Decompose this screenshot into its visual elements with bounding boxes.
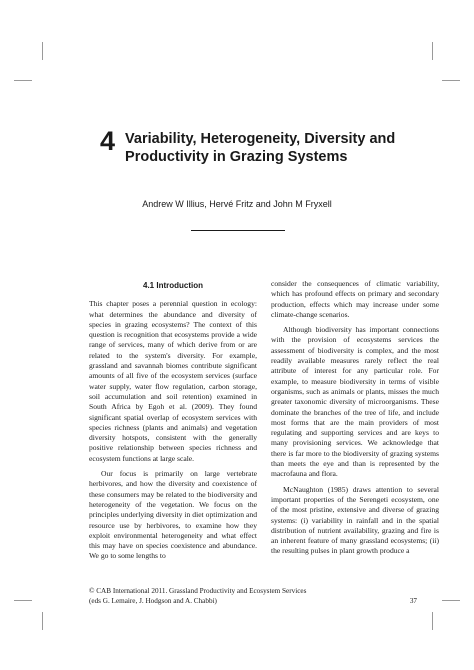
- chapter-number: 4: [100, 126, 116, 156]
- crop-mark: [442, 80, 460, 81]
- chapter-title-line1: Variability, Heterogeneity, Diversity and: [125, 131, 396, 147]
- paragraph: consider the consequences of climatic variability, which has profound effects on primary and secondary production, effects which may increase under some climate-change scenarios.: [271, 279, 439, 319]
- paragraph: McNaughton (1985) draws attention to several important properties of the Serengeti ecosystem, one of the most pristine, extensive and diverse of grazing systems: (i) variability in rainfall and in the spatial distribution of nutrient availability, grazing and fire is an inherent feature of many grassland ecosystems; (ii) the resulting pulses in plant growth produce a: [271, 484, 439, 556]
- crop-mark: [14, 600, 32, 601]
- section-heading: 4.1 Introduction: [143, 281, 203, 290]
- left-column: [89, 281, 257, 562]
- page-number: 37: [409, 597, 417, 605]
- paragraph: Our focus is primarily on large vertebrate herbivores, and how the diversity and coexistence of these consumers may be related to the biodiversity and heterogeneity of the vegetation. We focus on the principles underlying diversity in diet optimization and resource use by herbivores, to examine how they exploit environmental heterogeneity and what effect this may have on species coexistence and abundance. We go to some lengths to: [89, 469, 257, 561]
- authors: Andrew W Illius, Hervé Fritz and John M Fryxell: [142, 199, 332, 209]
- chapter-heading: [125, 130, 395, 166]
- title-rule: [191, 230, 285, 231]
- crop-mark: [432, 612, 433, 630]
- right-column: [271, 279, 439, 557]
- chapter-title: [100, 126, 420, 166]
- crop-mark: [442, 600, 460, 601]
- paragraph: This chapter poses a perennial question in ecology: what determines the abundance and diversity of species in grazing ecosystems? The context of this question is recognition that ecosystems provide a wide range of services, many of which derive from or are related to the system's diversity. For example, grassland and savannah biomes contribute significant amounts of all five of the ecosystem services (surface water supply, water flow regulation, carbon storage, soil accumulation and soil retention) examined in South Africa by Egoh et al. (2009). They found significant spatial overlap of ecosystem services with species richness (plants and animals) and vegetation diversity hotspots, consistent with the generally positive relationship between species richness and ecosystem functions at large scale.: [89, 299, 257, 463]
- editors-line: (eds G. Lemaire, J. Hodgson and A. Chabbi): [89, 597, 217, 605]
- copyright-line: © CAB International 2011. Grassland Productivity and Ecosystem Services: [89, 587, 307, 595]
- paragraph: Although biodiversity has important connections with the provision of ecosystems services the assessment of biodiversity is complex, and the most readily available measures rarely reflect the real attribute of interest for any particular role. For example, to measure biodiversity in terms of visible organisms, such as animals or plants, misses the much greater taxonomic diversity of microorganisms. These dominate the branches of the tree of life, and include most forms that are the main providers of most regulating and supporting services and are keys to many provisioning services. We acknowledge that there is far more to the biodiversity of grazing systems than meets the eye and than is represented by the macrofauna and flora.: [271, 325, 439, 479]
- crop-mark: [42, 42, 43, 60]
- footer: [89, 586, 417, 606]
- crop-mark: [432, 42, 433, 60]
- chapter-title-line2: Productivity in Grazing Systems: [125, 149, 348, 165]
- crop-mark: [14, 80, 32, 81]
- crop-mark: [42, 612, 43, 630]
